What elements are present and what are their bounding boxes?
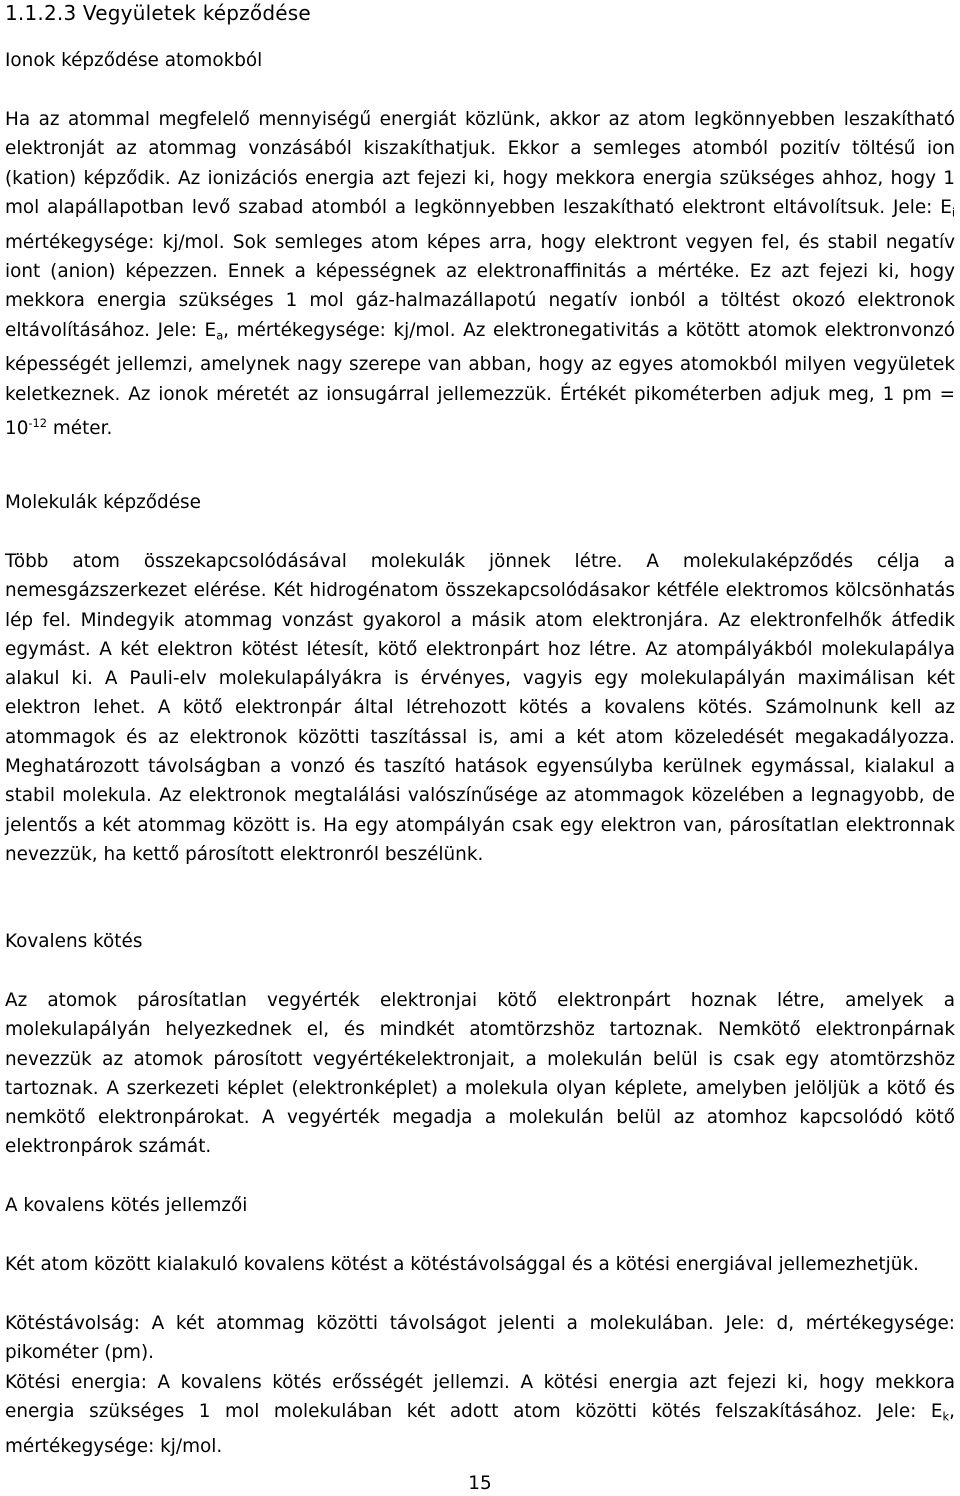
subscript: k: [942, 1409, 950, 1424]
paragraph-text: [5, 1250, 955, 1279]
subheading-covalent-bond: Kovalens kötés: [5, 931, 143, 952]
paragraph-text: [5, 986, 955, 1162]
text-run: , mértékegysége: kj/mol. Az elektronegativitás a kötött atomok elektronvonzó képességét jellemzi, amelynek nagy szerepe van abban, hogy az egyes atomokból milyen vegyületek keletkeznek. Az ionok méretét az ionsugárral jellemezzük. Értékét pikométerben adjuk meg, 1 pm = 10: [5, 319, 955, 439]
subheading-molecules: Molekulák képződése: [5, 492, 201, 513]
paragraph-ions: [5, 105, 955, 443]
text-run: Kötéstávolság: A két atommag közötti távolságot jelenti a molekulában. Jele: d, mértékegysége: pikométer (pm).: [5, 1313, 955, 1364]
text-run: Ha az atommal megfelelő mennyiségű energiát közlünk, akkor az atom legkönnyebben leszakítható elektronját az atommag vonzásából kiszakíthatjuk. Ekkor a semleges atomból pozitív töltésű ion (kation) képződik. Az ionizációs energia azt fejezi ki, hogy mekkora energia szükséges ahhoz, hogy 1 mol alapállapotban levő szabad atomból a legkönnyebben leszakítható elektront eltávolítsuk. Jele: E: [5, 109, 955, 218]
text-run: méter.: [47, 417, 113, 439]
paragraph-molecules: [5, 547, 955, 869]
text-run: Két atom között kialakuló kovalens kötést a kötéstávolsággal és a kötési energiával jellemezhetjük.: [5, 1254, 919, 1275]
section-heading: 1.1.2.3 Vegyületek képződése: [5, 1, 311, 25]
paragraph-bond-length: [5, 1309, 955, 1368]
paragraph-bond-energy: [5, 1368, 955, 1461]
text-run: Az atomok párosítatlan vegyérték elektronjai kötő elektronpárt hoznak létre, amelyek a molekulapályán helyezkednek el, és mindkét atomtörzshöz tartoznak. Nemkötő elektronpárnak nevezzük az atomok párosított vegyértékelektronjait, a molekulán belül is csak egy atomtörzshöz tartoznak. A szerkezeti képlet (elektronképlet) a molekula olyan képlete, amelyben jelöljük a kötő és nemkötő elektronpárokat. A vegyérték megadja a molekulán belül az atomhoz kapcsolódó kötő elektronpárok számát.: [5, 990, 955, 1158]
subheading-bond-properties: A kovalens kötés jellemzői: [5, 1195, 248, 1216]
subheading-ions: Ionok képződése atomokból: [5, 50, 263, 71]
superscript: -12: [28, 415, 48, 430]
subscript: a: [216, 327, 224, 342]
text-run: Több atom összekapcsolódásával molekulák jönnek létre. A molekulaképződés célja a nemesgázszerkezet elérése. Két hidrogénatom összekapcsolódásakor kétféle elektromos kölcsönhatás lép fel. Mindegyik atommag vonzást gyakorol a másik atom elektronjára. Az elektronfelhők átfedik egymást. A két elektron kötést létesít, kötő elektronpárt hoz létre. Az atompályákból molekulapálya alakul ki. A Pauli-elv molekulapályákra is érvényes, vagyis egy molekulapályán maximálisan két elektron lehet. A kötő elektronpár által létrehozott kötés a kovalens kötés. Számolnunk kell az atommagok és az elektronok közötti taszítással is, ami a két atom közeledését megakadályozza. Meghatározott távolságban a vonzó és taszító hatások egyensúlyba kerülnek egymással, kialakul a stabil molekula. Az elektronok megtalálási valószínűsége az atommagok közelében a legnagyobb, de jelentős a két atommag között is. Ha egy atompályán csak egy elektron van, párosítatlan elektronnak nevezzük, ha kettő párosított elektronról beszélünk.: [5, 551, 955, 865]
subscript: i: [951, 205, 955, 220]
paragraph-text: [5, 1368, 955, 1461]
text-run: Kötési energia: A kovalens kötés erősségét jellemzi. A kötési energia azt fejezi ki, hogy mekkora energia szükséges 1 mol molekulában két adott atom közötti kötés felszakításához. Jele: E: [5, 1372, 955, 1423]
paragraph-bond-properties-intro: [5, 1250, 955, 1279]
page-number: 15: [468, 1473, 492, 1494]
paragraph-covalent-bond: [5, 986, 955, 1162]
paragraph-text: [5, 1309, 955, 1368]
paragraph-text: [5, 105, 955, 443]
paragraph-text: [5, 547, 955, 869]
text-run: mértékegysége: kj/mol. Sok semleges atom képes arra, hogy elektront vegyen fel, és stabil negatív iont (anion) képezzen. Ennek a képességnek az elektronaffinitás a mértéke. Ez azt fejezi ki, hogy mekkora energia szükséges 1 mol gáz-halmazállapotú negatív ionból a töltést okozó elektronok eltávolításához. Jele: E: [5, 231, 955, 341]
text-run: , mértékegysége: kj/mol.: [5, 1401, 955, 1458]
